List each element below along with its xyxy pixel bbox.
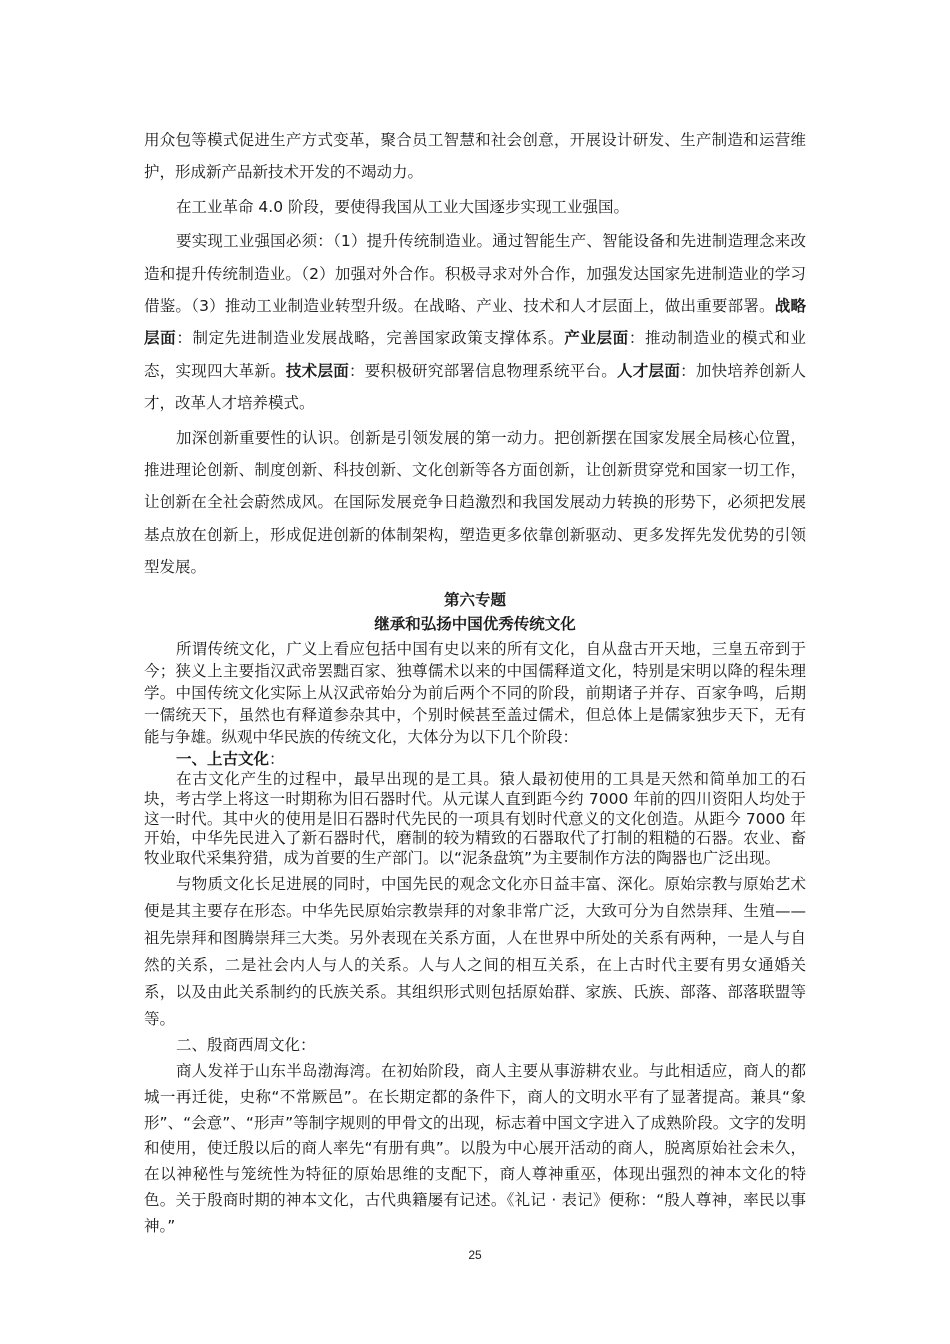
text-technology-level: ：要积极研究部署信息物理系统平台。 [348,361,618,380]
text-talent-level: ：加快培养创新人才，改革人才培养模式。 [144,361,806,413]
innovation-section [144,124,806,584]
text-industry-level: ：推动制造业的模式和业态，实现四大革新。 [144,329,806,380]
label-industry-level: 产业层面 [564,329,629,348]
page-number: 25 [468,1248,482,1262]
section-ancient-culture [144,748,806,770]
paragraph-intro-text: 要实现工业强国必须：（1）提升传统制造业。通过智能生产、智能设备和先进制造理念来改造和提升传统制造业。（2）加强对外合作。积极寻求对外合作，加强发达国家先进制造业的学习借鉴。（3）推动工业制造业转型升级。在战略、产业、技术和人才层面上，做出重要部署。 [144,232,806,316]
section-ancient-culture-colon: ： [269,749,285,768]
paragraph-crowdsourcing: 用众包等模式促进生产方式变革，聚合员工智慧和社会创意，开展设计研发、生产制造和运营维护，形成新产品新技术开发的不竭动力。 [144,131,806,182]
paragraph-traditional-culture: 所谓传统文化，广义上看应包括中国有史以来的所有文化，自从盘古开天地，三皇五帝到于今；狭义上主要指汉武帝罢黜百家、独尊儒术以来的中国儒释道文化，特别是宋明以降的程朱理学。中国传统文化实际上从汉武帝始分为前后两个不同的阶段，前期诸子并存、百家争鸣，后期一儒统天下，虽然也有释道参杂其中，个别时候甚至盖过儒术，但总体上是儒家独步天下，无有能与争雄。纵观中华民族的传统文化，大体分为以下几个阶段： [144,639,806,746]
page-content [144,124,806,1240]
traditional-culture-section [144,638,806,870]
paragraph-industry-4: 在工业革命 4.0 阶段，要使得我国从工业大国逐步实现工业强国。 [176,197,630,216]
paragraph-primitive-religion: 与物质文化长足进展的同时，中国先民的观念文化亦日益丰富、深化。原始宗教与原始艺术便是其主要存在形态。中华先民原始宗教崇拜的对象非常广泛，大致可分为自然崇拜、生殖——祖先崇拜和图腾崇拜三大类。另外表现在关系方面，人在世界中所处的关系有两种，一是人与自然的关系，二是社会内人与人的关系。人与人之间的相互关系，在上古时代主要有男女通婚关系，以及由此关系制约的氏族关系。其组织形式则包括原始群、家族、氏族、部落、部落联盟等等。 [144,875,806,1029]
section-shang-zhou-title: 二、殷商西周文化： [176,1036,316,1055]
section-ancient-culture-title: 一、上古文化 [176,749,270,768]
paragraph-shang-people: 商人发祥于山东半岛渤海湾。在初始阶段，商人主要从事游耕农业。与此相适应，商人的都城一再迁徙，史称“不常厥邑”。在长期定都的条件下，商人的文明水平有了显著提高。兼具“象形”、“会意”、“形声”等制字规则的甲骨文的出现，标志着中国文字进入了成熟阶段。文字的发明和使用，使迁殷以后的商人率先“有册有典”。以殷为中心展开活动的商人，脱离原始社会未久，在以神秘性与笼统性为特征的原始思维的支配下，商人尊神重巫，体现出强烈的神本文化的特色。关于殷商时期的神本文化，古代典籍屡有记述。《礼记 · 表记》便称：“殷人尊神，率民以事神。” [144,1062,806,1235]
label-talent-level: 人才层面 [617,361,681,380]
topic-heading [144,588,806,636]
topic-number: 第六专题 [443,590,506,609]
paragraph-industrial-power [144,225,806,419]
paragraph-ancient-tools: 在古文化产生的过程中，最早出现的是工具。猿人最初使用的工具是天然和简单加工的石块，考古学上将这一时期称为旧石器时代。从元谋人直到距今约 7000 年前的四川资阳人均处于这一时代。其中火的使用是旧石器时代先民的一项具有划时代意义的文化创造。从距今 7000 年开始，中华先民进入了新石器时代，磨制的较为精致的石器取代了打制的粗糙的石器。农业、畜牧业取代采集狩猎，成为首要的生产部门。以“泥条盘筑”为主要制作方法的陶器也广泛出现。 [144,769,806,868]
label-strategy-level: 战略层面 [144,297,806,348]
topic-title: 继承和弘扬中国优秀传统文化 [374,614,576,633]
label-technology-level: 技术层面 [285,361,349,380]
paragraph-innovation: 加深创新重要性的认识。创新是引领发展的第一动力。把创新摆在国家发展全局核心位置，推进理论创新、制度创新、科技创新、文化创新等各方面创新，让创新贯穿党和国家一切工作，让创新在全社会蔚然成风。在国际发展竞争日趋激烈和我国发展动力转换的形势下，必须把发展基点放在创新上，形成促进创新的体制架构，塑造更多依靠创新驱动、更多发挥先发优势的引领型发展。 [144,428,806,577]
shang-zhou-section [144,871,806,1239]
text-strategy-level: ：制定先进制造业发展战略，完善国家政策支撑体系。 [176,329,565,348]
